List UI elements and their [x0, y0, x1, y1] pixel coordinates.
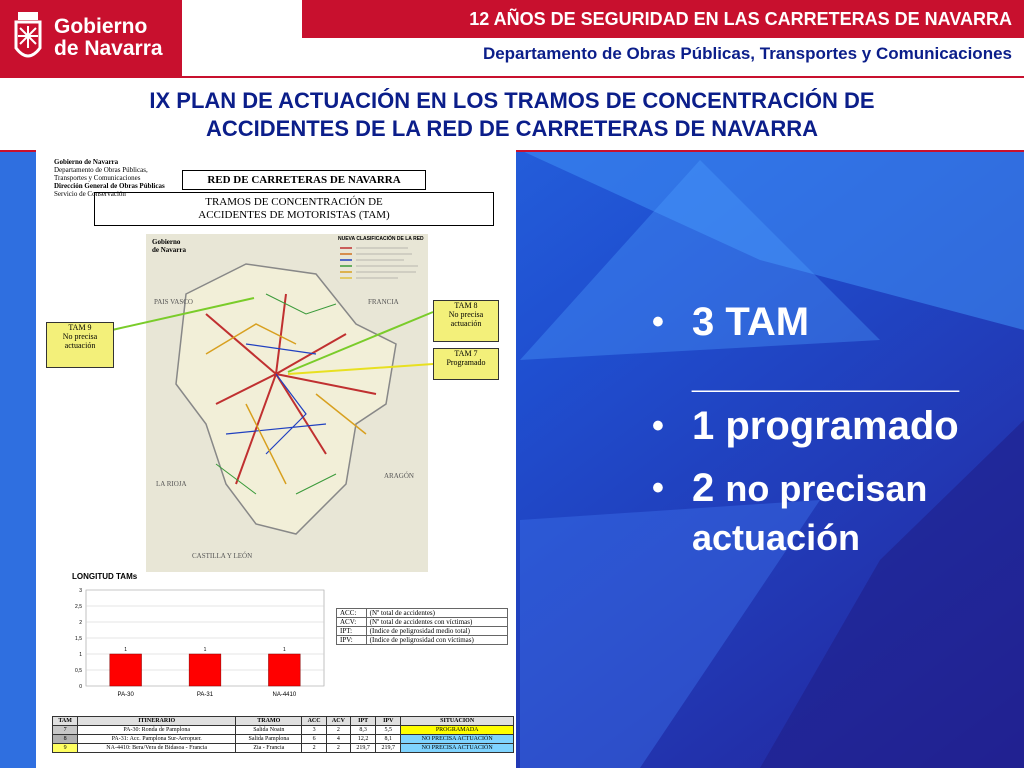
- logo-line-2: de Navarra: [54, 37, 163, 60]
- map-logo-line-2: de Navarra: [152, 246, 187, 254]
- doc-header-line: Departamento de Obras Públicas,: [54, 166, 148, 174]
- abbr-description: (Nº total de accidentes): [366, 609, 507, 618]
- column-header: ACC: [302, 717, 326, 726]
- data-label: 1: [124, 647, 128, 653]
- column-header: ACV: [326, 717, 350, 726]
- bullet-item: [652, 298, 1022, 346]
- gobierno-logo: [0, 0, 182, 76]
- x-tick-label: PA-30: [117, 692, 134, 698]
- table-cell: 9: [53, 744, 78, 753]
- table-cell: 6: [302, 735, 326, 744]
- x-tick-label: NA-4410: [272, 692, 297, 698]
- bar: [189, 654, 221, 686]
- table-cell: NA-4410: Bera/Vera de Bidasoa - Francia: [78, 744, 236, 753]
- y-tick-label: 3: [79, 588, 82, 594]
- column-header: ITINERARIO: [78, 717, 236, 726]
- doc-header-line: Servicio de Conservación: [54, 190, 126, 198]
- bullet-item: [652, 464, 1022, 562]
- slide-title: 12 AÑOS DE SEGURIDAD EN LAS CARRETERAS DE NAVARRA: [302, 0, 1024, 38]
- doc-header-line: Transportes y Comunicaciones: [54, 174, 141, 182]
- column-header: IPV: [376, 717, 401, 726]
- bullet-item: [652, 402, 1022, 450]
- abbr-row: [337, 636, 508, 645]
- bullet-list: [652, 298, 1022, 562]
- y-tick-label: 0,5: [75, 668, 82, 674]
- callout-tam8: [433, 300, 499, 342]
- callout-line: No precisa: [62, 332, 98, 341]
- column-header: TRAMO: [236, 717, 302, 726]
- callout-line: Programado: [446, 358, 486, 367]
- callout-line: actuación: [64, 341, 96, 350]
- table-row: [53, 735, 514, 744]
- y-tick-label: 0: [79, 684, 82, 690]
- map-logo-line-1: Gobierno: [152, 238, 181, 246]
- bar: [268, 654, 300, 686]
- y-tick-label: 1: [79, 652, 82, 658]
- plan-heading: [0, 78, 1024, 152]
- table-cell: 219,7: [351, 744, 376, 753]
- table-cell: PA-30: Ronda de Pamplona: [78, 726, 236, 735]
- bar-chart: [40, 582, 330, 706]
- plan-heading-line-2: ACCIDENTES DE LA RED DE CARRETERAS DE NAVARRA: [206, 116, 818, 141]
- bullet-text: 1 programado: [692, 404, 959, 448]
- callout-line: TAM 8: [454, 301, 478, 310]
- table-cell: 7: [53, 726, 78, 735]
- table-cell: 12,2: [351, 735, 376, 744]
- region-label: CASTILLA Y LEÓN: [192, 552, 253, 560]
- data-label: 1: [282, 647, 286, 653]
- column-header: TAM: [53, 717, 78, 726]
- table-cell: NO PRECISA ACTUACIÓN: [401, 744, 514, 753]
- region-label: ARAGÓN: [384, 472, 414, 480]
- region-label: PAIS VASCO: [154, 298, 193, 306]
- doc-header-line: Dirección General de Obras Públicas: [54, 182, 165, 190]
- callout-tam9: [46, 322, 114, 368]
- table-row: [53, 744, 514, 753]
- chart-title: LONGITUD TAMs: [72, 572, 138, 581]
- abbr-description: (Indice de peligrosidad con víctimas): [366, 636, 507, 645]
- table-header-row: [53, 717, 514, 726]
- table-cell: PA-31: Acc. Pamplona Sur-Aeropuer.: [78, 735, 236, 744]
- table-cell: 8,3: [351, 726, 376, 735]
- table-cell: 8: [53, 735, 78, 744]
- logo-line-1: Gobierno: [54, 15, 148, 38]
- callout-tam7: [433, 348, 499, 380]
- bullet-dot-icon: •: [652, 303, 664, 341]
- tam-table: [52, 716, 514, 753]
- callout-line: TAM 7: [454, 349, 478, 358]
- x-tick-label: PA-31: [196, 692, 214, 698]
- table-cell: 3: [302, 726, 326, 735]
- table-cell: 4: [326, 735, 350, 744]
- bullet-text: 2: [692, 466, 726, 510]
- data-label: 1: [203, 647, 207, 653]
- abbr-row: [337, 618, 508, 627]
- region-label: FRANCIA: [368, 298, 399, 306]
- callout-line: No precisa: [448, 310, 484, 319]
- table-cell: 2: [326, 726, 350, 735]
- y-tick-label: 2: [79, 620, 82, 626]
- column-header: IPT: [351, 717, 376, 726]
- abbr-description: (Nº total de accidentes con víctimas): [366, 618, 507, 627]
- table-cell: 2: [302, 744, 326, 753]
- document-scan: [36, 150, 516, 768]
- doc-red-title: RED DE CARRETERAS DE NAVARRA: [182, 170, 426, 190]
- bullet-text: no precisan: [725, 468, 928, 509]
- table-cell: 219,7: [376, 744, 401, 753]
- abbr-key: ACV:: [337, 618, 367, 627]
- bullet-dot-icon: •: [652, 407, 664, 445]
- abbr-key: IPT:: [337, 627, 367, 636]
- doc-header-line: Gobierno de Navarra: [54, 158, 119, 166]
- table-row: [53, 726, 514, 735]
- callout-line: TAM 9: [68, 323, 92, 332]
- plan-heading-line-1: IX PLAN DE ACTUACIÓN EN LOS TRAMOS DE CONCENTRACIÓN DE: [149, 88, 875, 113]
- bullet-separator: ____________: [692, 352, 959, 396]
- table-cell: NO PRECISA ACTUACIÓN: [401, 735, 514, 744]
- tramos-line-1: TRAMOS DE CONCENTRACIÓN DE: [205, 196, 383, 208]
- coat-of-arms-icon: [8, 8, 48, 68]
- column-header: SITUACION: [401, 717, 514, 726]
- table-cell: Zia - Francia: [236, 744, 302, 753]
- header-bar: [0, 0, 1024, 78]
- table-cell: 8,1: [376, 735, 401, 744]
- callout-line: actuación: [450, 319, 482, 328]
- bullet-text: 3 TAM: [692, 300, 810, 344]
- abbreviation-table: [336, 608, 508, 645]
- abbr-key: IPV:: [337, 636, 367, 645]
- abbr-key: ACC:: [337, 609, 367, 618]
- abbr-row: [337, 609, 508, 618]
- bullet-text: actuación: [692, 517, 861, 558]
- table-cell: 2: [326, 744, 350, 753]
- table-cell: Salida Noain: [236, 726, 302, 735]
- abbr-description: (Indice de peligrosidad medio total): [366, 627, 507, 636]
- y-tick-label: 1,5: [75, 636, 82, 642]
- department-name: Departamento de Obras Públicas, Transportes y Comunicaciones: [482, 44, 1012, 63]
- y-tick-label: 2,5: [75, 604, 82, 610]
- region-label: LA RIOJA: [156, 480, 187, 488]
- abbr-row: [337, 627, 508, 636]
- bar: [110, 654, 142, 686]
- table-cell: 5,5: [376, 726, 401, 735]
- bullet-dot-icon: •: [652, 469, 664, 507]
- map-legend-title: NUEVA CLASIFICACIÓN DE LA RED: [338, 236, 424, 242]
- table-cell: Salida Pamplona: [236, 735, 302, 744]
- table-cell: PROGRAMADA: [401, 726, 514, 735]
- tramos-line-2: ACCIDENTES DE MOTORISTAS (TAM): [198, 209, 390, 221]
